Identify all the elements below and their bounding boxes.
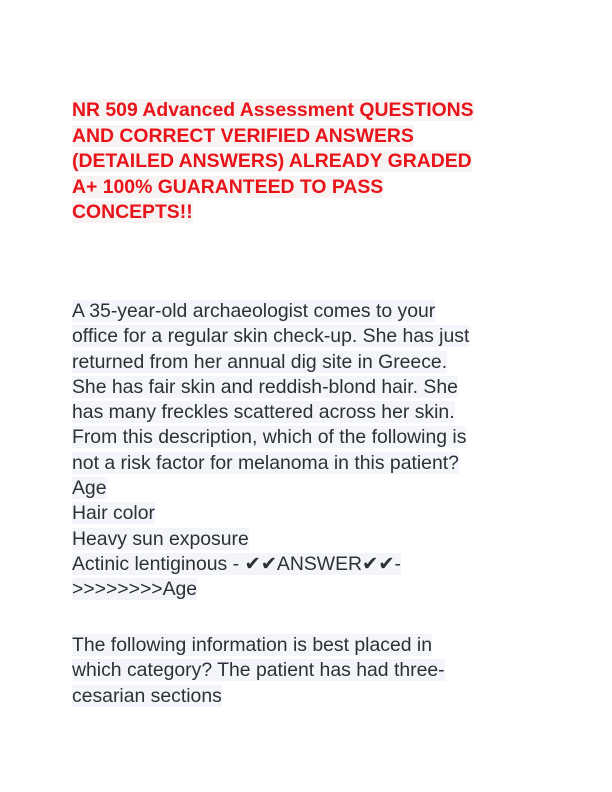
question-1-line: She has fair skin and reddish-blond hair. She [72,375,458,398]
answer-option-sun-exposure: Heavy sun exposure [72,527,249,550]
document-title [72,98,542,226]
answer-option-hair-color: Hair color [72,502,155,525]
answer-option-age: Age [72,477,107,500]
title-line-2: AND CORRECT VERIFIED ANSWERS [72,124,414,147]
question-2-line: The following information is best placed in [72,634,432,656]
question-2-line: cesarian sections [72,684,222,707]
title-line-4: A+ 100% GUARANTEED TO PASS [72,175,384,198]
title-line-3: (DETAILED ANSWERS) ALREADY GRADED [72,150,472,173]
question-1-line: has many freckles scattered across her skin. [72,401,455,424]
correct-answer: >>>>>>>>Age [72,578,198,601]
answer-option-actinic: Actinic lentiginous - ✔✔ANSWER✔✔- [72,552,401,575]
question-1-line: not a risk factor for melanoma in this patient? [72,451,459,474]
question-1 [72,299,542,603]
question-2 [72,633,542,709]
question-1-line: returned from her annual dig site in Greece. [72,350,448,373]
question-1-line: A 35-year-old archaeologist comes to your [72,300,436,322]
question-1-line: office for a regular skin check-up. She has just [72,325,470,348]
question-1-line: From this description, which of the following is [72,426,467,449]
title-line-1: NR 509 Advanced Assessment QUESTIONS [72,99,474,121]
title-line-5: CONCEPTS!! [72,201,193,224]
question-2-line: which category? The patient has had three- [72,659,445,682]
